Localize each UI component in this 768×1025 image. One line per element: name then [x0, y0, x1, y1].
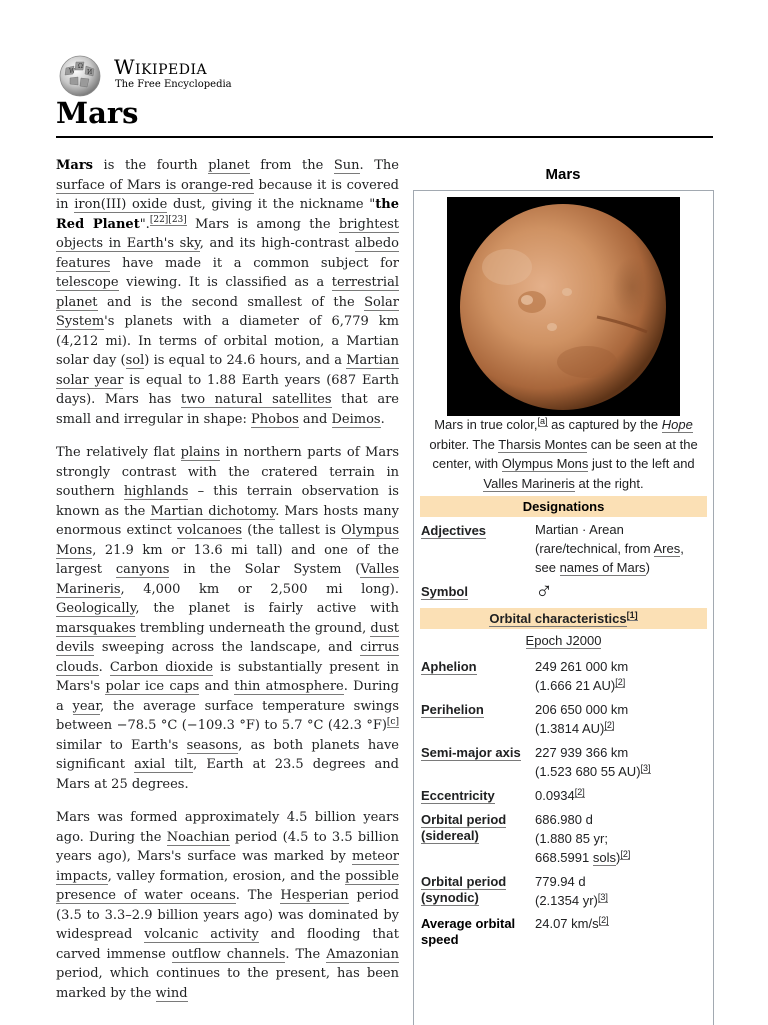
link-noachian[interactable]: Noachian [166, 829, 230, 845]
link-water-oceans[interactable]: possible presence of water oceans [56, 868, 399, 903]
mars-globe-illustration [447, 197, 680, 416]
link-terrestrial-planet[interactable]: terrestrial planet [56, 275, 399, 310]
text: can be seen at the center, with [432, 436, 698, 471]
link-axial-tilt[interactable]: axial tilt [134, 757, 194, 772]
row-label-orbital-period-synodic [421, 874, 531, 906]
link-tharsis-montes[interactable]: Tharsis Montes [498, 436, 588, 452]
row-label-aphelion [421, 659, 531, 675]
text: 686.980 d [535, 812, 593, 827]
link-highlands[interactable]: highlands [123, 484, 189, 499]
link-hesperian[interactable]: Hesperian [280, 888, 349, 903]
text: in northern parts of Mars strongly contrast with the cratered terrain in southern [56, 445, 399, 499]
link-names-of-mars[interactable]: names of Mars [559, 560, 646, 575]
row-value-semi-major-axis [535, 743, 705, 781]
link-valles-marineris-caption[interactable]: Valles Marineris [483, 475, 575, 491]
wikipedia-tagline: The Free Encyclopedia [115, 79, 232, 90]
link-amazonian[interactable]: Amazonian [326, 946, 399, 962]
link-orbital-period[interactable]: Orbital period [421, 874, 507, 889]
text: and [199, 679, 235, 694]
link-plains[interactable]: plains [180, 445, 220, 460]
mars-symbol-icon: ♂ [535, 578, 553, 605]
mars-image[interactable] [447, 197, 680, 416]
row-label-perihelion [421, 702, 531, 718]
text: speed [421, 932, 459, 947]
row-value-adjectives [535, 520, 705, 577]
title-divider [56, 136, 713, 138]
link-orbital-characteristics[interactable]: Orbital characteristics [489, 611, 627, 626]
link-meteor-impacts[interactable]: meteor impacts [56, 849, 399, 884]
reference-2[interactable]: [2] [574, 786, 585, 797]
svg-text:W: W [69, 68, 76, 75]
reference-2[interactable]: [2] [598, 914, 609, 925]
text: . The [285, 946, 327, 962]
text: ) is equal to 24.6 hours, and a [144, 353, 347, 368]
text: period (4.5 to 3.5 billion years ago), Mars's surface was marked by [56, 829, 399, 864]
link-aphelion[interactable]: Aphelion [421, 659, 477, 674]
image-caption [418, 415, 709, 493]
text: , and its high-contrast [199, 236, 355, 251]
text: 24.07 km/s [535, 916, 599, 931]
text: Mars was formed approximately 4.5 billion years ago. During the [56, 810, 399, 845]
row-label-eccentricity [421, 788, 531, 804]
link-canyons[interactable]: canyons [115, 562, 170, 577]
link-sidereal[interactable]: (sidereal) [421, 828, 479, 843]
text: . Mars hosts many enormous extinct [56, 503, 399, 538]
link-polar-ice-caps[interactable]: polar ice caps [105, 679, 200, 694]
text: (the tallest is [242, 523, 342, 538]
paragraph-geography [56, 443, 399, 794]
reference-1[interactable]: [1] [626, 609, 638, 620]
text: at the right. [574, 475, 644, 491]
text: 668.5991 [535, 850, 593, 865]
text: Average orbital [421, 916, 516, 931]
row-label-adjectives [421, 523, 531, 539]
reference-c[interactable]: [c] [386, 716, 399, 727]
paragraph-intro [56, 156, 399, 429]
link-two-natural-satellites[interactable]: two natural satellites [180, 392, 332, 407]
link-brightest-objects[interactable]: brightest objects in Earth's sky [56, 216, 400, 251]
text: ) [645, 560, 650, 575]
row-label-average-orbital-speed [421, 916, 531, 948]
link-year[interactable]: year [72, 698, 101, 714]
text: just to the left and [588, 456, 695, 471]
text: 's planets with a diameter of 6,779 km (4,212 mi). In terms of orbital motion, a Martian solar day ( [56, 314, 399, 368]
link-epoch[interactable]: Epoch [525, 633, 567, 648]
link-telescope[interactable]: telescope [56, 275, 119, 290]
text: Mars is among the [186, 216, 339, 232]
wikipedia-wordmark[interactable]: Wikipedia [114, 55, 208, 79]
link-planet[interactable]: planet [208, 158, 250, 173]
reference-2[interactable]: [2] [620, 848, 631, 859]
text: (1.880 85 yr; [535, 831, 608, 846]
page-title: Mars [56, 96, 139, 130]
text: see [535, 560, 560, 575]
section-header-designations: Designations [420, 496, 707, 517]
text: ". [139, 216, 150, 232]
text: (2.1354 yr) [535, 893, 598, 908]
link-sun[interactable]: Sun [333, 158, 360, 173]
text: (1.523 680 55 AU) [535, 764, 641, 779]
link-seasons[interactable]: seasons [186, 737, 239, 753]
text: ) [615, 850, 621, 865]
text: period, which continues to the present, has been marked by the [56, 966, 399, 1001]
reference-22-23[interactable]: [22][23] [149, 215, 187, 226]
text: orbiter. The [429, 436, 499, 452]
text: from the [249, 158, 334, 173]
link-martian-solar-year[interactable]: Martian solar year [56, 353, 399, 388]
epoch-row [420, 633, 707, 648]
link-wind[interactable]: wind [155, 985, 188, 1001]
text: in the Solar System ( [169, 562, 361, 577]
link-geologically[interactable]: Geologically [56, 601, 136, 616]
text: , Earth at 23.5 degrees and Mars at 25 degrees. [56, 757, 399, 792]
text: . [380, 411, 385, 427]
text: and flooding that carved immense [56, 927, 399, 962]
row-value-average-orbital-speed [535, 914, 705, 933]
link-semi-major-axis[interactable]: Semi-major axis [421, 745, 521, 760]
text: that are small and irregular in shape: [56, 392, 400, 427]
article-body [56, 156, 399, 1017]
reference-2[interactable]: [2] [615, 676, 626, 687]
link-symbol[interactable]: Symbol [421, 584, 468, 599]
row-value-aphelion [535, 657, 705, 695]
paragraph-history [56, 808, 399, 1003]
bold-red-planet: the Red Planet [56, 197, 399, 232]
link-phobos[interactable]: Phobos [251, 411, 299, 427]
link-volcanoes[interactable]: volcanoes [177, 523, 243, 538]
text: Mars in true color, [434, 417, 538, 432]
bold-mars: Mars [56, 158, 93, 173]
row-value-orbital-period-synodic [535, 872, 705, 910]
text: , 4,000 km or 2,500 mi long). [120, 581, 399, 597]
link-dust-devils[interactable]: dust devils [56, 620, 399, 655]
text: . [98, 659, 110, 675]
link-sols[interactable]: sols [592, 850, 616, 865]
link-j2000[interactable]: J2000 [566, 633, 602, 648]
text: sweeping across the landscape, and [94, 640, 361, 655]
infobox-title: Mars [545, 166, 581, 183]
row-value-eccentricity [535, 786, 705, 805]
text: . The [359, 158, 399, 173]
link-cirrus-clouds[interactable]: cirrus clouds [56, 640, 399, 675]
link-solar-system[interactable]: Solar System [56, 294, 399, 329]
reference-a[interactable]: [a] [537, 415, 548, 426]
link-thin-atmosphere[interactable]: thin atmosphere [234, 679, 344, 694]
link-eccentricity[interactable]: Eccentricity [421, 788, 495, 803]
link-sol[interactable]: sol [125, 353, 145, 368]
link-carbon-dioxide[interactable]: Carbon dioxide [109, 659, 214, 675]
text: , [680, 541, 684, 556]
link-martian-dichotomy[interactable]: Martian dichotomy [150, 503, 276, 519]
svg-text:Ω: Ω [78, 63, 83, 70]
text: is substantially present in Mars's [56, 659, 399, 694]
text: – this terrain observation is known as the [56, 484, 399, 519]
link-volcanic-activity[interactable]: volcanic activity [144, 927, 259, 942]
link-adjectives[interactable]: Adjectives [421, 523, 487, 538]
text: , as both planets have significant [56, 737, 399, 772]
link-olympus-mons-caption[interactable]: Olympus Mons [501, 456, 589, 471]
link-deimos[interactable]: Deimos [331, 411, 381, 427]
link-albedo-features[interactable]: albedo features [56, 236, 399, 271]
link-synodic[interactable]: (synodic) [421, 890, 479, 905]
link-perihelion[interactable]: Perihelion [421, 702, 484, 717]
text: 0.0934 [535, 788, 575, 803]
text: as captured by the [547, 417, 662, 432]
text: (1.3814 AU) [535, 721, 605, 736]
text: dust, giving it the nickname " [167, 197, 376, 212]
row-label-symbol [421, 584, 531, 600]
text: 206 650 000 km [535, 702, 629, 717]
text: 227 939 366 km [535, 745, 629, 760]
link-olympus-mons[interactable]: Olympus Mons [56, 523, 399, 558]
link-iron-oxide[interactable]: iron(III) oxide [74, 197, 168, 212]
text: , valley formation, erosion, and the [107, 868, 346, 884]
text: (rare/technical, from [535, 541, 654, 556]
infobox [413, 190, 714, 1025]
row-label-orbital-period-sidereal [421, 812, 531, 844]
link-orbital-period[interactable]: Orbital period [421, 812, 507, 827]
text: . The [235, 888, 281, 903]
text: similar to Earth's [56, 737, 187, 753]
text: (1.666 21 AU) [535, 678, 616, 693]
text: The relatively flat [56, 445, 181, 460]
row-value-perihelion [535, 700, 705, 738]
reference-2[interactable]: [2] [604, 719, 615, 730]
link-marsquakes[interactable]: marsquakes [56, 620, 136, 636]
reference-3[interactable]: [3] [597, 891, 608, 902]
link-ares[interactable]: Ares [653, 541, 681, 556]
svg-text:И: И [87, 69, 93, 76]
section-header-orbital [420, 608, 707, 629]
text: and is the second smallest of the [97, 294, 365, 310]
text: trembling underneath the ground, [135, 620, 371, 636]
text: because it is covered in [56, 177, 399, 212]
text: and [298, 411, 332, 427]
reference-3[interactable]: [3] [640, 762, 651, 773]
text: . During a [56, 679, 399, 714]
text: , the average surface temperature swings between −78.5 °C (−109.3 °F) to 5.7 °C (42.3 °F) [56, 698, 399, 733]
link-hope[interactable]: Hope [661, 417, 693, 432]
link-outflow-channels[interactable]: outflow channels [171, 946, 286, 962]
text: is the fourth [92, 158, 209, 173]
text: 779.94 d [535, 874, 586, 889]
wikipedia-globe-logo[interactable] [56, 54, 104, 98]
link-surface-of-mars[interactable]: surface of Mars is orange-red [56, 177, 254, 193]
text: 249 261 000 km [535, 659, 629, 674]
text: , the planet is fairly active with [135, 601, 399, 616]
row-label-semi-major-axis [421, 745, 537, 761]
link-valles-marineris[interactable]: Valles Marineris [56, 562, 400, 597]
site-header [56, 52, 716, 102]
text: , 21.9 km or 13.6 mi tall) and one of the largest [56, 542, 399, 577]
text: Martian · Arean [535, 522, 624, 537]
text: period (3.5 to 3.3–2.9 billion years ago) was dominated by widespread [56, 888, 399, 942]
row-value-orbital-period-sidereal [535, 810, 705, 867]
text: viewing. It is classified as a [118, 275, 332, 290]
text: is equal to 1.88 Earth years (687 Earth days). Mars has [56, 372, 399, 407]
text: have made it a common subject for [110, 255, 399, 271]
